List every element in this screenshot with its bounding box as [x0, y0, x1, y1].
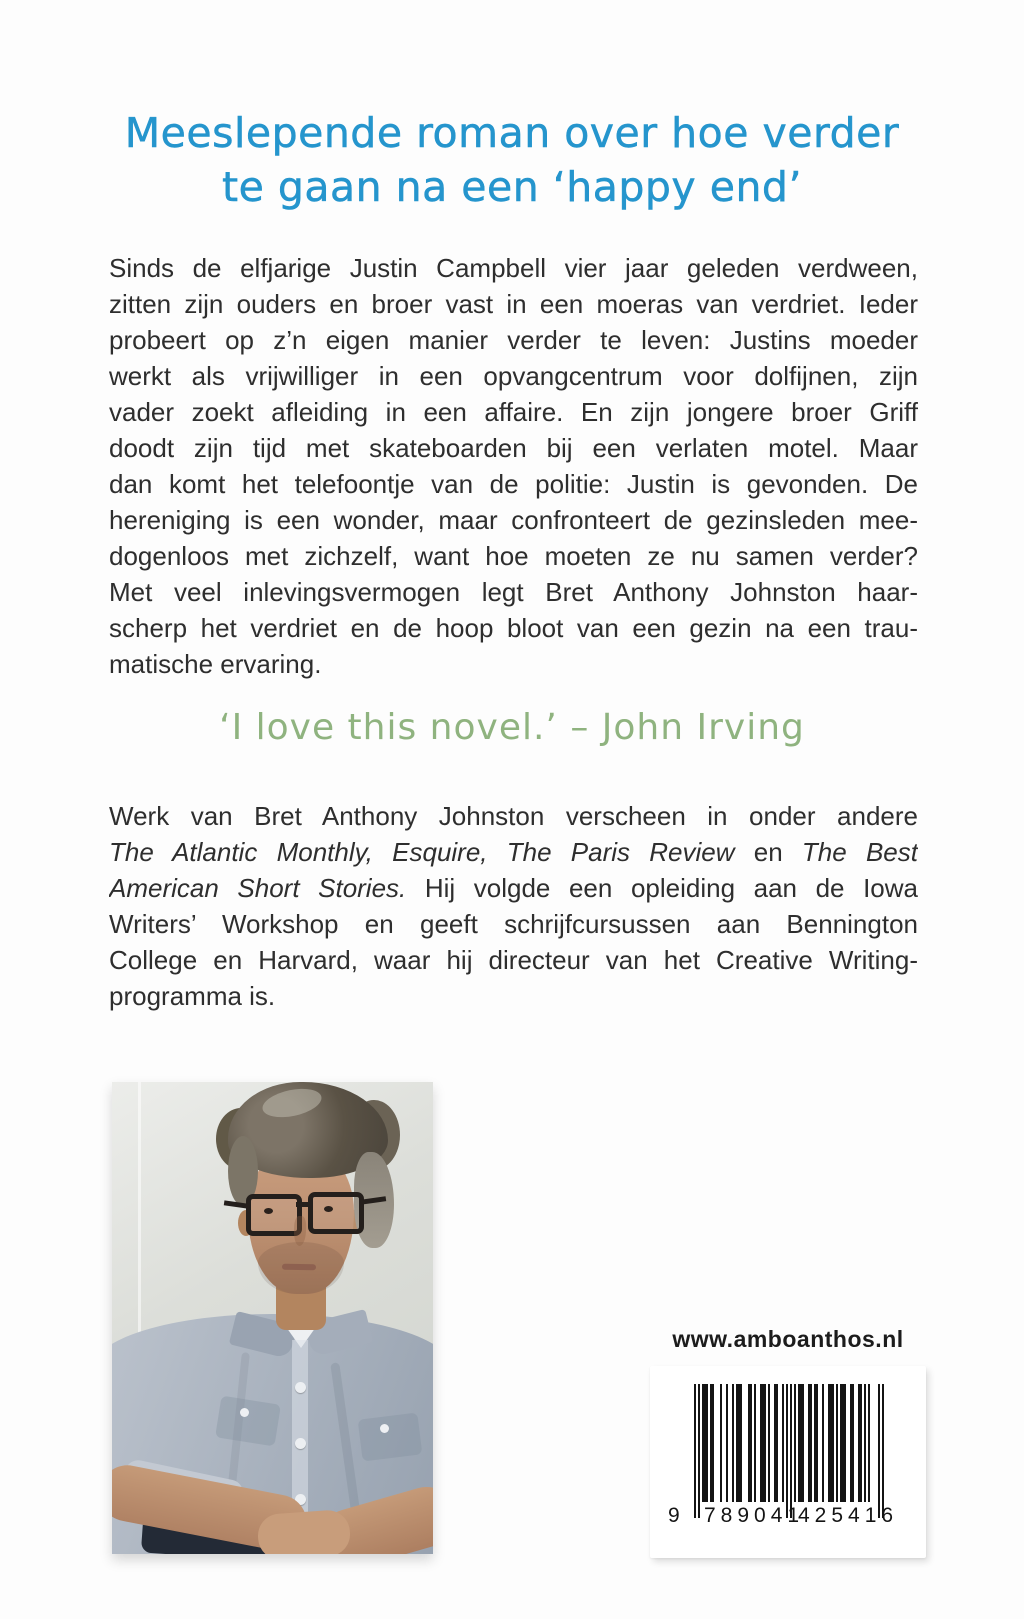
barcode-bar	[694, 1384, 696, 1518]
text-line: College en Harvard, waar hij directeur van het Creative Writing-	[109, 945, 918, 975]
isbn-group-1: 789041	[704, 1504, 805, 1527]
barcode-bar	[858, 1384, 862, 1502]
shirt-pocket	[358, 1413, 423, 1462]
text-line: Sinds de elfjarige Justin Campbell vier jaar geleden verdween,	[109, 253, 918, 283]
barcode-bar	[828, 1384, 834, 1502]
barcode-bar	[790, 1384, 792, 1518]
barcode-bar	[782, 1384, 784, 1502]
barcode-panel	[650, 1366, 926, 1558]
text-line: dan komt het telefoontje van de politie: Justin is gevonden. De	[109, 469, 918, 499]
text-line: zitten zijn ouders en broer vast in een moeras van verdriet. Ieder	[109, 289, 918, 319]
barcode-bar	[726, 1384, 728, 1502]
author-eye	[264, 1208, 273, 1214]
text-line: matische ervaring.	[109, 649, 322, 679]
barcode-bar	[868, 1384, 870, 1502]
text-line: The Atlantic Monthly, Esquire, The Paris Review en The Best	[109, 837, 918, 867]
isbn-digit: 9	[668, 1504, 680, 1527]
barcode-bar	[840, 1384, 846, 1502]
text-line: dogenloos met zichzelf, want hoe moeten ze nu samen verder?	[109, 541, 918, 571]
author-bio-paragraph	[109, 798, 918, 1014]
headline	[0, 106, 1024, 214]
barcode-bar	[798, 1384, 804, 1502]
barcode-bar	[774, 1384, 778, 1502]
text-line: hereniging is een wonder, maar confronteert de gezinsleden mee-	[109, 505, 918, 535]
barcode-bar	[878, 1384, 880, 1518]
text-line: Werk van Bret Anthony Johnston verscheen in onder andere	[109, 801, 918, 831]
author-hand	[257, 1509, 352, 1554]
barcode-bar	[882, 1384, 884, 1518]
review-quote: ‘I love this novel.’ – John Irving	[219, 707, 805, 748]
barcode-bar	[748, 1384, 752, 1502]
text-line: vader zoekt afleiding in een affaire. En zijn jongere broer Griff	[109, 397, 918, 427]
barcode-bar	[710, 1384, 714, 1502]
barcode-bar	[814, 1384, 818, 1502]
text-line: doodt zijn tijd met skateboarden bij een verlaten motel. Maar	[109, 433, 918, 463]
shirt-button	[295, 1382, 306, 1393]
text-line: Met veel inlevingsvermogen legt Bret Anthony Johnston haar-	[109, 577, 918, 607]
glasses-icon	[308, 1192, 364, 1234]
barcode-bar	[822, 1384, 824, 1502]
barcode-bar	[760, 1384, 766, 1502]
barcode-bar	[808, 1384, 812, 1502]
text-line: werkt als vrijwilliger in een opvangcentrum voor dolfijnen, zijn	[109, 361, 918, 391]
text-line: American Short Stories. Hij volgde een opleiding aan de Iowa	[109, 873, 918, 903]
isbn-group-2: 425416	[798, 1504, 899, 1527]
barcode-bar	[836, 1384, 838, 1502]
headline-line-2: te gaan na een ‘happy end’	[222, 163, 802, 211]
barcode-bar	[864, 1384, 866, 1502]
publisher-website: www.amboanthos.nl	[672, 1326, 904, 1352]
shirt-button	[295, 1438, 306, 1449]
barcode-bar	[786, 1384, 788, 1518]
headline-line-1: Meeslepende roman over hoe verder	[124, 109, 900, 157]
pocket-button	[240, 1408, 249, 1417]
text-line: programma is.	[109, 981, 276, 1011]
author-mouth	[282, 1264, 316, 1271]
barcode-bar	[794, 1384, 796, 1502]
barcode-bar	[698, 1384, 700, 1518]
pocket-button	[380, 1424, 389, 1433]
text-line: scherp het verdriet en de hoop bloot van een gezin na een trau-	[109, 613, 918, 643]
barcode-bar	[850, 1384, 854, 1502]
synopsis-paragraph	[109, 250, 918, 682]
author-photo	[112, 1082, 433, 1554]
text-line: probeert op z’n eigen manier verder te leven: Justins moeder	[109, 325, 918, 355]
barcode-bar	[736, 1384, 742, 1502]
barcode-bar	[754, 1384, 756, 1502]
barcode-bar	[768, 1384, 770, 1502]
barcode-bar	[702, 1384, 708, 1502]
barcode-bar	[720, 1384, 722, 1502]
text-line: Writers’ Workshop en geeft schrijfcursussen aan Bennington	[109, 909, 918, 939]
author-eye	[324, 1206, 333, 1212]
glasses-bridge	[296, 1202, 310, 1207]
barcode-bar	[732, 1384, 734, 1502]
